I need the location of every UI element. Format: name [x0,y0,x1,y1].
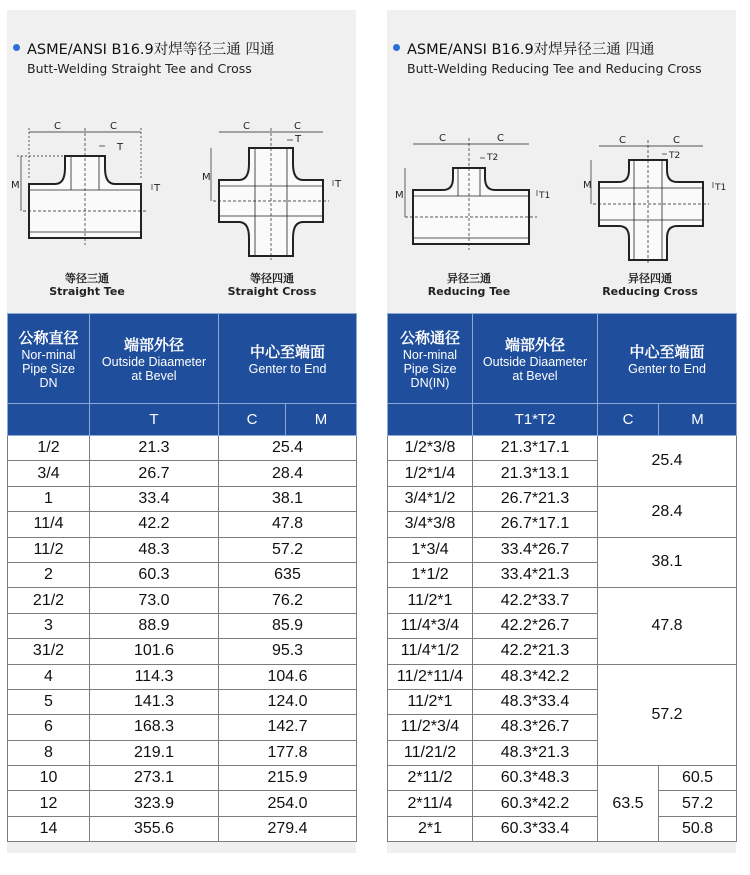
dim-label-m: M [11,180,20,191]
nominal-size-cell: 11/21/2 [388,740,473,765]
center-to-end-cell: 38.1 [598,537,737,588]
nominal-size-cell: 2*11/2 [388,766,473,791]
dim-label-t1: T1 [715,183,727,193]
nominal-size-cell: 11/4*1/2 [388,639,473,664]
nominal-size-cell: 1 [8,486,90,511]
table-row [8,436,357,461]
outside-diameter-cell: 42.2*26.7 [473,613,598,638]
dim-label-c: C [54,121,61,132]
center-to-end-cell: 85.9 [219,613,357,638]
panel-title: ASME/ANSI B16.9对焊异径三通 四通 [407,42,655,58]
nominal-size-cell: 1/2*1/4 [388,461,473,486]
center-to-end-c-cell: 63.5 [598,766,659,842]
outside-diameter-cell: 60.3*33.4 [473,816,598,841]
outside-diameter-cell: 26.7 [90,461,219,486]
reducing-tee-outline [413,168,529,244]
table-row [8,613,357,638]
center-to-end-cell: 28.4 [219,461,357,486]
table-row [388,486,737,511]
table-row [8,791,357,816]
table-row [8,512,357,537]
figure-caption: 异径三通 Reducing Tee [427,272,511,298]
figure-caption: 异径四通 Reducing Cross [602,272,698,298]
header-c: C [598,404,659,436]
dim-label-t2: T2 [669,151,681,161]
center-to-end-cell: 104.6 [219,664,357,689]
straight-tee-cross-panel [7,10,356,853]
bullet-dot-icon [13,44,20,51]
dim-label-t: T [295,134,302,145]
outside-diameter-cell: 355.6 [90,816,219,841]
table-row [388,816,737,841]
dim-label-c: C [110,121,117,132]
center-to-end-m-cell: 57.2 [659,791,737,816]
center-to-end-cell: 25.4 [598,436,737,487]
outside-diameter-cell: 168.3 [90,715,219,740]
header-m: M [286,404,357,436]
outside-diameter-cell: 21.3*13.1 [473,461,598,486]
nominal-size-cell: 6 [8,715,90,740]
table-row [8,664,357,689]
table-row [8,639,357,664]
outside-diameter-cell: 42.2*33.7 [473,588,598,613]
nominal-size-cell: 11/2*1 [388,689,473,714]
dim-label-c: C [673,135,680,146]
dim-label-m: M [202,172,211,183]
table-row [8,588,357,613]
outside-diameter-cell: 48.3*33.4 [473,689,598,714]
dim-label-c: C [619,135,626,146]
table-row [388,791,737,816]
center-to-end-m-cell: 60.5 [659,766,737,791]
header-c: C [219,404,286,436]
header-center-to-end: 中心至端面 Genter to End [598,314,737,404]
center-to-end-cell: 95.3 [219,639,357,664]
nominal-size-cell: 8 [8,740,90,765]
outside-diameter-cell: 48.3 [90,537,219,562]
outside-diameter-cell: 323.9 [90,791,219,816]
nominal-size-cell: 21/2 [8,588,90,613]
dim-label-t: T [154,183,161,194]
nominal-size-cell: 11/2*11/4 [388,664,473,689]
outside-diameter-cell: 48.3*26.7 [473,715,598,740]
outside-diameter-cell: 60.3*48.3 [473,766,598,791]
center-to-end-cell: 635 [219,562,357,587]
outside-diameter-cell: 21.3 [90,436,219,461]
outside-diameter-cell: 60.3 [90,562,219,587]
header-nominal-size: 公称通径 Nor-minal Pipe Size DN(IN) [388,314,473,404]
nominal-size-cell: 11/2 [8,537,90,562]
nominal-size-cell: 1/2*3/8 [388,436,473,461]
nominal-size-cell: 11/4 [8,512,90,537]
header-center-to-end: 中心至端面 Genter to End [219,314,357,404]
outside-diameter-cell: 73.0 [90,588,219,613]
outside-diameter-cell: 48.3*21.3 [473,740,598,765]
outside-diameter-cell: 88.9 [90,613,219,638]
reducing-cross-outline [599,160,703,260]
header-outside-diameter: 端部外径 Outside Diaameter at Bevel [90,314,219,404]
table-row [8,715,357,740]
table-row [8,486,357,511]
figure-caption: 等径四通 Straight Cross [227,272,317,298]
outside-diameter-cell: 21.3*17.1 [473,436,598,461]
nominal-size-cell: 1/2 [8,436,90,461]
center-to-end-cell: 47.8 [219,512,357,537]
nominal-size-cell: 2 [8,562,90,587]
nominal-size-cell: 3/4 [8,461,90,486]
panel-title: ASME/ANSI B16.9对焊等径三通 四通 [27,42,275,58]
table-row [388,588,737,613]
dim-label-m: M [583,180,592,191]
outside-diameter-cell: 33.4*26.7 [473,537,598,562]
header-blank [8,404,90,436]
nominal-size-cell: 11/2*3/4 [388,715,473,740]
nominal-size-cell: 1*1/2 [388,562,473,587]
outside-diameter-cell: 33.4*21.3 [473,562,598,587]
table-row [388,537,737,562]
header-nominal-size: 公称直径 Nor-minal Pipe Size DN [8,314,90,404]
table-row [388,664,737,689]
table-row [8,740,357,765]
center-to-end-cell: 57.2 [219,537,357,562]
center-to-end-cell: 28.4 [598,486,737,537]
center-to-end-cell: 38.1 [219,486,357,511]
dim-label-c: C [497,133,504,144]
reducing-tee-spec-table [387,313,737,842]
reducing-tee-cross-panel [387,10,736,853]
nominal-size-cell: 12 [8,791,90,816]
table-row [8,537,357,562]
center-to-end-cell: 25.4 [219,436,357,461]
center-to-end-cell: 142.7 [219,715,357,740]
center-to-end-cell: 279.4 [219,816,357,841]
header-m: M [659,404,737,436]
center-to-end-cell: 76.2 [219,588,357,613]
table-row [8,816,357,841]
nominal-size-cell: 5 [8,689,90,714]
table-row [388,766,737,791]
outside-diameter-cell: 33.4 [90,486,219,511]
outside-diameter-cell: 101.6 [90,639,219,664]
dim-label-c: C [243,121,250,132]
nominal-size-cell: 11/2*1 [388,588,473,613]
table-row [8,461,357,486]
bullet-dot-icon [393,44,400,51]
dim-label-t2: T2 [487,153,499,163]
panel-subtitle: Butt-Welding Reducing Tee and Reducing Cross [407,61,702,76]
center-to-end-m-cell: 50.8 [659,816,737,841]
outside-diameter-cell: 60.3*42.2 [473,791,598,816]
nominal-size-cell: 4 [8,664,90,689]
outside-diameter-cell: 42.2 [90,512,219,537]
center-to-end-cell: 47.8 [598,588,737,664]
header-outside-diameter: 端部外径 Outside Diaameter at Bevel [473,314,598,404]
figure-caption: 等径三通 Straight Tee [49,272,125,298]
header-t: T [90,404,219,436]
outside-diameter-cell: 273.1 [90,766,219,791]
table-row [388,436,737,461]
dim-label-t: T [117,142,124,153]
outside-diameter-cell: 26.7*17.1 [473,512,598,537]
nominal-size-cell: 3 [8,613,90,638]
panel-subtitle: Butt-Welding Straight Tee and Cross [27,61,252,76]
center-to-end-cell: 215.9 [219,766,357,791]
outside-diameter-cell: 42.2*21.3 [473,639,598,664]
outside-diameter-cell: 141.3 [90,689,219,714]
center-to-end-cell: 57.2 [598,664,737,766]
table-row [8,689,357,714]
dim-label-m: M [395,190,404,201]
nominal-size-cell: 14 [8,816,90,841]
nominal-size-cell: 31/2 [8,639,90,664]
center-to-end-cell: 124.0 [219,689,357,714]
outside-diameter-cell: 219.1 [90,740,219,765]
outside-diameter-cell: 48.3*42.2 [473,664,598,689]
dim-label-c: C [294,121,301,132]
nominal-size-cell: 11/4*3/4 [388,613,473,638]
table-row [8,562,357,587]
dim-label-t1: T1 [539,191,551,201]
outside-diameter-cell: 26.7*21.3 [473,486,598,511]
nominal-size-cell: 3/4*1/2 [388,486,473,511]
nominal-size-cell: 10 [8,766,90,791]
outside-diameter-cell: 114.3 [90,664,219,689]
nominal-size-cell: 1*3/4 [388,537,473,562]
center-to-end-cell: 254.0 [219,791,357,816]
dim-label-t: T [335,179,342,190]
table-row [8,766,357,791]
nominal-size-cell: 3/4*3/8 [388,512,473,537]
nominal-size-cell: 2*1 [388,816,473,841]
nominal-size-cell: 2*11/4 [388,791,473,816]
dim-label-c: C [439,133,446,144]
header-t1-t2: T1*T2 [473,404,598,436]
straight-tee-spec-table [7,313,357,842]
header-blank [388,404,473,436]
center-to-end-cell: 177.8 [219,740,357,765]
